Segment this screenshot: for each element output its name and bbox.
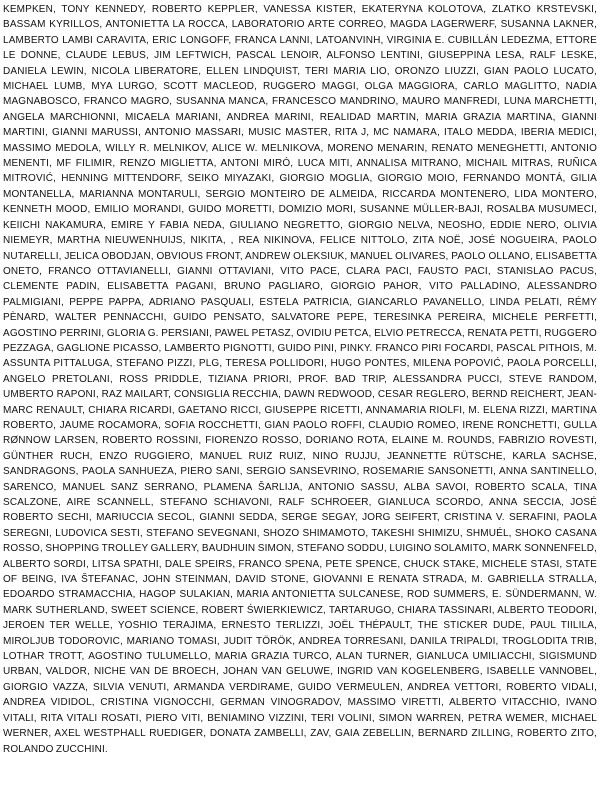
participant-names-text: KEMPKEN, TONY KENNEDY, ROBERTO KEPPLER, VANESSA KISTER, EKATERYNA KOLOTOVA, ZLATKO KRSTEVSKI, BASSAM KYRILLOS, ANTONIETTA LA ROCCA, LABORATORIO ARTE CORREO, MAGDA LAGERWERF, SUSANNA LAKNER, LAMBERTO LAMBI CARAVITA, ERIC LONGOFF, FRANCA LANNI, LATOANVINH, VIRGINIA E. CUBILLÁN LEDEZMA, ETTORE LE DONNE, CLAUDE LEBUS, JIM LEFTWICH, PASCAL LENOIR, ALFONSO LENTINI, GIUSEPPINA LESA, RALF LESKE, DANIELA LEWIN, NICOLA LIBERATORE, ELLEN LINDQUIST, TERI MARIA LIO, ORONZO LIUZZI, GIAN PAOLO LUCATO, MICHAEL LUMB, MYA LURGO, SCOTT MACLEOD, RUGGERO MAGGI, OLGA MAGGIORA, CARLO MAGLITTO, NADIA MAGNABOSCO, FRANCO MAGRO, SUSANNA MANCA, FRANCESCO MANDRINO, MAURO MANFREDI, LUNA MARCHETTI, ANGELA MARCHIONNI, MICAELA MARIANI, ANDREA MARINI, REALIDAD MARTIN, MARIA GRAZIA MARTINA, GIANNI MARTINI, GIANNI MARUSSI, ANTONIO MASSARI, MUSIC MASTER, RITA J, MC NAMARA, ITALO MEDDA, IBERIA MEDICI, MASSIMO MEDOLA, WILLY R. MELNIKOV, ALICE W. MELNIKOVA, MORENO MENARIN, RENATO MENEGHETTI, ANTONIO MENENTI, MF FILIMIR, RENZO MIGLIETTA, ANTONI MIRÓ, LUCA MITI, ANNALISA MITRANO, MICHAIL MITRAS, RUÑICA MITROVIĆ, HENNING MITTENDORF, SEIKO MIYAZAKI, GIORGIO MOGLIA, GIORGIO MOIO, FERNANDO MONTÁ, GILIA MONTANELLA, MARIANNA MONTARULI, SERGIO MONTEIRO DE ALMEIDA, RICCARDA MONTENERO, LIDA MONTERO, KENNETH MOOD, EMILIO MORANDI, GUIDO MORETTI, DOMIZIO MORI, SUSANNE MÜLLER-BAJI, ROSALBA MUSUMECI, KEIICHI NAKAMURA, EMIRE Y FABIA NEDA, GIULIANO NEGRETTO, GIORGIO NELVA, NEOSHO, EDDIE NERO, OLIVIA NIEMEYR, MARTHA NIEUWENHUIJS, NIKITA, , REA NIKINOVA, FELICE NITTOLO, ZITA NOË, JOSÉ NOGUEIRA, PAOLO NUTARELLI, JELICA OBODJAN, OBVIOUS FRONT, ANDREW OLEKSIUK, MANUEL OLIVARES, PAOLO OLLANO, ELISABETTA ONETO, FRANCO OTTAVIANELLI, GIANNI OTTAVIANI, VITO PACE, CLARA PACI, FAUSTO PACI, STANISLAO PACUS, CLEMENTE PADIN, ELISABETTA PAGANI, BRUNO PAGLIARO, GIORGIO PAHOR, VITO PALLADINO, ALESSANDRO PALMIGIANI, PEPPE PAPPA, ADRIANO PASQUALI, ESTELA PATRICIA, GIANCARLO PAVANELLO, LINDA PELATI, RÉMY PÈNARD, WALTER PENNACCHI, GUIDO PENSATO, SALVATORE PEPE, TERESINKA PEREIRA, MICHELE PERFETTI, AGOSTINO PERRINI, GLORIA G. PERSIANI, PAWEL PETASZ, OVIDIU PETCA, ELVIO PETRECCA, RENATA PETTI, RUGGERO PEZZAGA, GAGLIONE PICASSO, LAMBERTO PIGNOTTI, GUIDO PINI, PINKY. FRANCO PIRI FOCARDI, PASCAL PITHOIS, M. ASSUNTA PITTALUGA, STEFANO PIZZI, PLG, TERESA POLLIDORI, HUGO PONTES, MILENA POPOVIĆ, PAOLA PORCELLI, ANGELO PRETOLANI, ROSS PRIDDLE, TIZIANA PRIORI, PROF. BAD TRIP, ALESSANDRA PUCCI, STEVE RANDOM, UMBERTO RAPONI, RAZ MAILART, CONSIGLIA RECCHIA, DAWN REDWOOD, CESAR REGLERO, BERND REICHERT, JEAN-MARC RENAULT, CHIARA RICARDI, GAETANO RICCI, GIUSEPPE RICETTI, ANNAMARIA RIOLFI, M. ELENA RIZZI, MARTINA ROBERTO, JAUME ROCAMORA, SOFIA ROCCHETTI, GIAN PAOLO ROFFI, CLAUDIO ROMEO, IRENE RONCHETTI, GULLA RØNNOW LARSEN, ROBERTO ROSSINI, FIORENZO ROSSO, DORIANO ROTA, ELAINE M. ROUNDS, FABRIZIO ROVESTI, GÜNTHER RUCH, ENZO RUGGIERO, MANUEL RUIZ RUIZ, NINO RUJJU, JEANNETTE RÜTSCHE, KARLA SACHSE, SANDRAGONS, PAOLA SANHUEZA, PIERO SANI, SERGIO SANSEVRINO, ROSEMARIE SANSONETTI, ANNA SANTINELLO, SARENCO, MANUEL SANZ SERRANO, PLAMENA ŠARLIJA, ANTONIO SASSU, ALBA SAVOI, ROBERTO SCALA, TINA SCALZONE, AIRE SCANNELL, STEFANO SCHIAVONI, RALF SCHROEER, GIANLUCA SCORDO, ANNA SECCIA, JOSÉ ROBERTO SECHI, MARIUCCIA SECOL, GIANNI SEDDA, SERGE SEGAY, JORG SEIFERT, CRISTINA V. SERAFINI, PAOLA SEREGNI, LUDOVICA SESTI, STEFANO SEVEGNANI, SHOZO SHIMAMOTO, TAKESHI SHIMIZU, SHMUÉL, SHOKO CASANA ROSSO, SHOPPING TROLLEY GALLERY, BAUDHUIN SIMON, STEFANO SODDU, LUIGINO SOLAMITO, MARK SONNENFELD, ALBERTO SORDI, LITSA SPATHI, DALE SPEIRS, FRANCO SPENA, PETE SPENCE, CHUCK STAKE, MICHELE STASI, STATE OF BEING, IVA ŠTEFANAC, JOHN STEINMAN, DAVID STONE, GIOVANNI E RENATA STRADA, M. GABRIELLA STRALLA, EDOARDO STRAMACCHIA, HAGOP SULAKIAN, MARIA ANTONIETTA SULCANESE, ROD SUMMERS, E. SÜNDERMANN, W. MARK SUTHERLAND, SWEET SCIENCE, ROBERT ŚWIERKIEWICZ, TARTARUGO, CHIARA TASSINARI, ALBERTO TEODORI, JEROEN TER WELLE, YOSHIO TERAJIMA, ERNESTO TERLIZZI, JOËL THÉPAULT, THE STICKER DUDE, PAUL TIILILA, MIROLJUB TODOROVIC, MARIANO TOMASI, JUDIT TÖRÖK, ANDREA TORRESANI, DANILA TRIPALDI, TROGLODITA TRIB, LOTHAR TROTT, AGOSTINO TULUMELLO, MARIA GRAZIA TURCO, ALAN TURNER, GIANLUCA UMILIACCHI, SIGISMUND URBAN, VALDOR, NICHE VAN DE BROECH, JOHAN VAN GELUWE, INGRID VAN KOGELENBERG, ISABELLE VANNOBEL, GIORGIO VAZZA, SILVIA VENUTI, ARMANDA VERDIRAME, GUIDO VERMEULEN, ANDREA VETTORI, ROBERTO VIDALI, ANDREA VIDIDOL, CRISTINA VIGNOCCHI, GERMAN VINOGRADOV, MASSIMO VIRETTI, ALBERTO VITACCHIO, IVANO VITALI, RITA VITALI ROSATI, PIERO VITI, BENIAMINO VIZZINI, TERI VOLINI, SIMON WARREN, PETRA WEMER, MICHAEL WERNER, AXEL WESTPHALL RUEDIGER, DONATA ZAMBELLI, ZAV, GAIA ZEBELLIN, BERNARD ZILLING, ROBERTO ZITO, ROLANDO ZUCCHINI. [3,4,597,755]
